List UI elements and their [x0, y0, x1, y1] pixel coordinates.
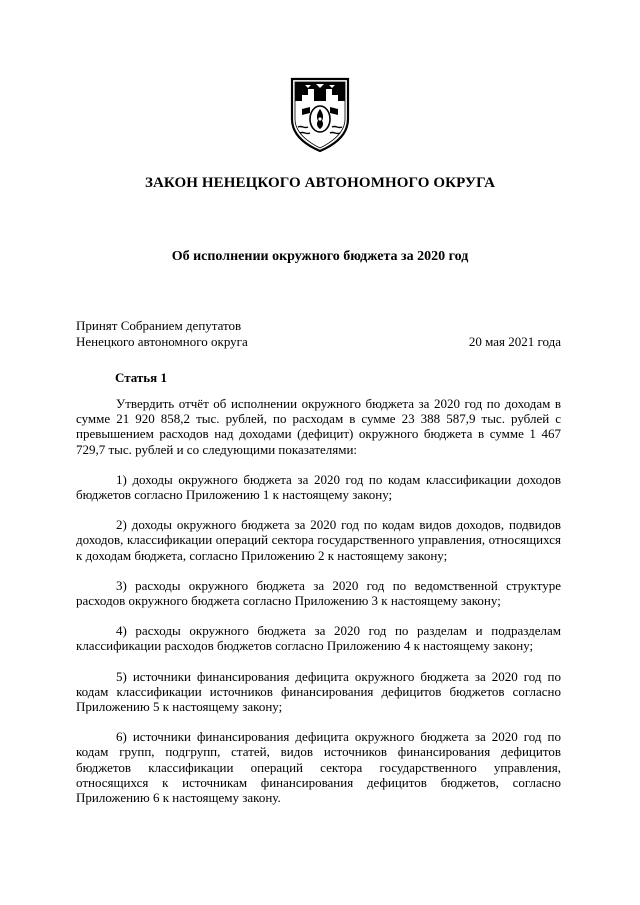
article-item-5: 5) источники финансирования дефицита окружного бюджета за 2020 год по кодам классификации источников финансирования дефицитов бюджетов согласно Приложению 5 к настоящему закону; — [76, 668, 561, 715]
article-title: Статья 1 — [115, 370, 167, 385]
adoption-line-2: Ненецкого автономного округа — [76, 334, 248, 349]
law-title: ЗАКОН НЕНЕЦКОГО АВТОНОМНОГО ОКРУГА — [144, 175, 496, 191]
article-item-2: 2) доходы окружного бюджета за 2020 год по кодам видов доходов, подвидов доходов, классификации операций сектора государственного управления, относящихся к доходам бюджета, согласно Приложению 2 к настоящему закону; — [76, 517, 561, 563]
article-intro-paragraph: Утвердить отчёт об исполнении окружного бюджета за 2020 год по доходам в сумме 21 920 858,2 тыс. рублей, по расходам в сумме 23 388 587,9 тыс. рублей с превышением расходов над доходами (дефицит) окружного бюджета в сумме 1 467 729,7 тыс. рублей и со следующими показателями: — [76, 396, 561, 457]
adoption-block — [76, 318, 376, 350]
article-item-6: 6) источники финансирования дефицита окружного бюджета за 2020 год по кодам групп, подгрупп, статей, видов источников финансирования дефицитов бюджетов классификации операций сектора государственного управления, относящихся к источникам финансирования дефицитов бюджетов, согласно Приложению 6 к настоящему закону. — [76, 729, 561, 806]
article-item-3: 3) расходы окружного бюджета за 2020 год по ведомственной структуре расходов окружного бюджета согласно Приложению 3 к настоящему закону; — [76, 577, 561, 609]
adoption-line-1: Принят Собранием депутатов — [76, 318, 242, 333]
law-subtitle: Об исполнении окружного бюджета за 2020 год — [171, 249, 469, 264]
article-item-4: 4) расходы окружного бюджета за 2020 год по разделам и подразделам классификации расходов бюджетов согласно Приложению 4 к настоящему закону; — [76, 623, 561, 654]
article-body — [76, 396, 561, 820]
adoption-date: 20 мая 2021 года — [468, 334, 561, 349]
coat-of-arms-icon — [288, 73, 352, 153]
article-item-1: 1) доходы окружного бюджета за 2020 год по кодам классификации доходов бюджетов согласно Приложению 1 к настоящему закону; — [76, 471, 561, 503]
